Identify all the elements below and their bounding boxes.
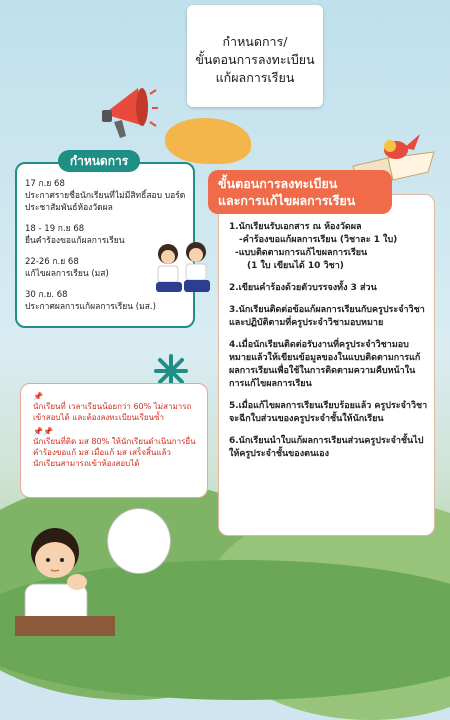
step-sub: -คำร้องขอแก้ผลการเรียน (วิชาละ 1 ใบ)	[239, 235, 398, 245]
step-main: 3.นักเรียนติดต่อข้อแก้ผลการเรียนกับครูประจำวิชา และปฏิบัติตามที่ครูประจำวิชามอบหมาย	[229, 305, 425, 328]
step-main: 1.นักเรียนรับเอกสาร ณ ห้องวัดผล	[229, 222, 362, 232]
step-sub: -แบบติดตามการแก้ไขผลการเรียน	[235, 248, 368, 258]
steps-heading	[208, 170, 392, 214]
timeline-date: 17 ก.ย 68	[25, 179, 65, 189]
title-line-3: แก้ผลการเรียน	[215, 70, 295, 85]
thinking-boy-icon	[15, 520, 115, 636]
steps-card	[218, 194, 435, 536]
step-main: 4.เมื่อนักเรียนติดต่อรับงานที่ครูประจำวิชามอบหมายแล้วให้เขียนข้อมูลของในแบบติดตามการแก้ผลการเรียนเพื่อใช้ในการติดตามความคืบหน้าในการแก้ไขผลการเรียน	[229, 340, 421, 389]
step-item	[229, 435, 428, 461]
steps-heading-line-1: ขั้นตอนการลงทะเบียน	[218, 176, 338, 191]
timeline-item	[25, 178, 187, 214]
step-main: 2.เขียนคำร้องด้วยตัวบรรจงทั้ง 3 ส่วน	[229, 283, 377, 293]
timeline-date: 30 ก.ย. 68	[25, 290, 68, 300]
timeline-text: ยื่นคำร้องขอแก้ผลการเรียน	[25, 236, 125, 246]
note-text: นักเรียนที่ติด มส 80% ให้นักเรียนดำเนินการยื่นคำร้องขอแก้ มส เมื่อแก้ มส เสร็จสิ้นแล้ว นักเรียนสามารถเข้าห้องสอบได้	[33, 437, 196, 468]
timeline-date: 18 - 19 ก.ย 68	[25, 224, 85, 234]
step-main: 6.นักเรียนนำใบแก้ผลการเรียนส่วนครูประจำชั้นไปให้ครูประจำชั้นของตนเอง	[229, 436, 424, 459]
megaphone-icon	[98, 80, 158, 142]
step-item	[229, 339, 428, 391]
note-text: นักเรียนที่ เวลาเรียนน้อยกว่า 60% ไม่สามารถเข้าสอบได้ และต้องลงทะเบียนเรียนซ้ำ	[33, 402, 192, 422]
step-item	[229, 282, 428, 295]
notes-card	[20, 383, 208, 498]
title-card	[187, 5, 323, 107]
timeline-heading: กำหนดการ	[58, 150, 140, 172]
step-item	[229, 304, 428, 330]
kids-illustration-icon	[150, 240, 216, 302]
timeline-text: ประกาศผลการแก้ผลการเรียน (มส.)	[25, 302, 156, 312]
steps-heading-line-2: และการแก้ไขผลการเรียน	[218, 193, 356, 208]
pin-icon: 📌	[33, 392, 43, 401]
title-line-2: ขั้นตอนการลงทะเบียน	[195, 52, 315, 67]
timeline-text: ประกาศรายชื่อนักเรียนที่ไม่มีสิทธิ์สอบ บอร์ดประชาสัมพันธ์ห้องวัดผล	[25, 191, 186, 213]
timeline-text: แก้ไขผลการเรียน (มส)	[25, 269, 109, 279]
step-item	[229, 400, 428, 426]
thought-bubble	[107, 508, 171, 574]
timeline-date: 22-26 ก.ย 68	[25, 257, 79, 267]
step-main: 5.เมื่อแก้ไขผลการเรียนเรียบร้อยแล้ว ครูประจำวิชาจะฉีกใบส่วนของครูประจำชั้นให้นักเรียน	[229, 401, 428, 424]
orange-blob-decoration	[165, 118, 251, 164]
step-sub: (1 ใบ เขียนได้ 10 วิชา)	[247, 261, 344, 271]
step-item	[229, 221, 428, 273]
title-line-1: กำหนดการ/	[222, 34, 288, 49]
pin-icon: 📌📌	[33, 427, 53, 436]
